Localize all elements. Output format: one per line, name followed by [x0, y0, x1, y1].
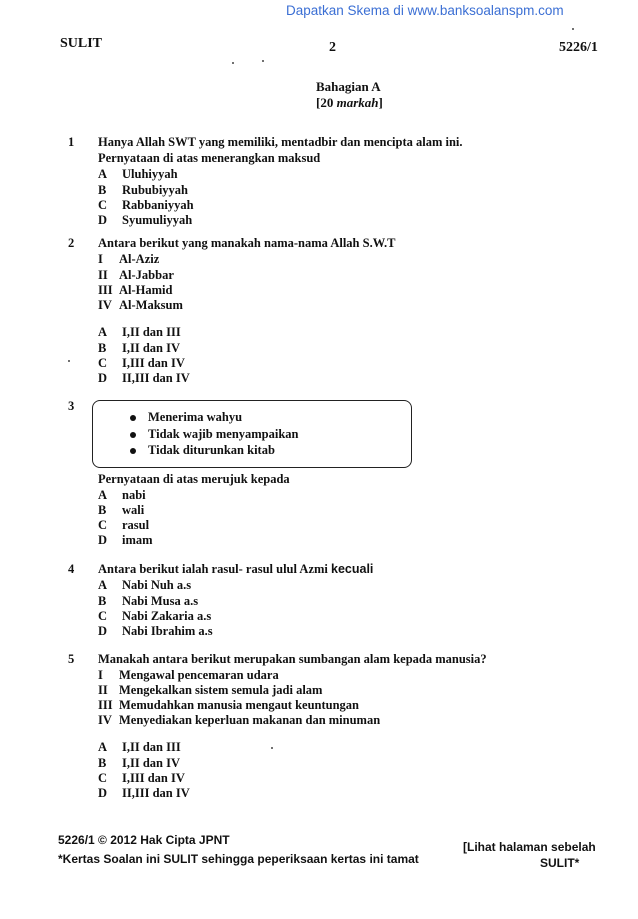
option-text: I,II dan III — [122, 325, 181, 339]
option-text: rasul — [122, 518, 150, 532]
question-stem: Hanya Allah SWT yang memiliki, mentadbir dan mencipta alam ini. — [98, 135, 463, 149]
option-label: A — [98, 740, 108, 754]
bullet-text: Tidak wajib menyampaikan — [148, 427, 299, 441]
answer-option[interactable] — [98, 183, 188, 198]
option-text: I,III dan IV — [122, 771, 185, 785]
option-text: II,III dan IV — [122, 371, 190, 385]
roman-text: Al-Aziz — [119, 252, 160, 266]
answer-option[interactable] — [98, 609, 211, 624]
option-label: C — [98, 518, 108, 532]
option-label: D — [98, 786, 108, 800]
answer-option[interactable] — [98, 503, 144, 518]
option-text: wali — [122, 503, 145, 517]
answer-option[interactable] — [98, 740, 181, 755]
question-stem: Antara berikut yang manakah nama-nama Allah S.W.T — [98, 236, 396, 250]
question-stem: Pernyataan di atas menerangkan maksud — [98, 151, 321, 165]
roman-item — [98, 683, 322, 698]
question-emphasis: kecuali — [331, 562, 374, 576]
roman-item — [98, 698, 359, 713]
option-label: B — [98, 341, 107, 355]
option-label: C — [98, 771, 108, 785]
option-text: Nabi Musa a.s — [122, 594, 199, 608]
option-text: nabi — [122, 488, 146, 502]
section-marks-close: ] — [378, 95, 383, 110]
answer-option[interactable] — [98, 341, 180, 356]
answer-option[interactable] — [98, 578, 191, 593]
option-text: Nabi Ibrahim a.s — [122, 624, 213, 638]
question-number: 2 — [68, 236, 75, 250]
answer-option[interactable] — [98, 624, 213, 639]
option-label: B — [98, 503, 107, 517]
roman-text: Memudahkan manusia mengaut keuntungan — [119, 698, 359, 712]
option-text: II,III dan IV — [122, 786, 190, 800]
question-stem — [98, 562, 373, 577]
option-text: I,II dan IV — [122, 756, 181, 770]
roman-text: Al-Maksum — [119, 298, 183, 312]
answer-option[interactable] — [98, 371, 190, 386]
roman-text: Al-Jabbar — [119, 268, 174, 282]
option-text: imam — [122, 533, 153, 547]
option-label: A — [98, 488, 108, 502]
option-label: C — [98, 609, 108, 623]
statement-bullet — [130, 427, 299, 442]
option-label: A — [98, 578, 108, 592]
option-text: Nabi Nuh a.s — [122, 578, 192, 592]
answer-option[interactable] — [98, 167, 178, 182]
scan-speck — [262, 60, 264, 62]
bullet-text: Menerima wahyu — [148, 410, 243, 424]
answer-option[interactable] — [98, 213, 192, 228]
watermark-text: Dapatkan Skema di www.banksoalanspm.com — [286, 3, 564, 18]
section-title: Bahagian A — [316, 79, 381, 94]
section-marks-word: markah — [336, 95, 379, 110]
bullet-dot-icon — [130, 415, 136, 421]
option-label: A — [98, 167, 108, 181]
question-number: 4 — [68, 562, 75, 576]
option-label: B — [98, 183, 107, 197]
answer-option[interactable] — [98, 488, 146, 503]
footer-notice: *Kertas Soalan ini SULIT sehingga peperiksaan kertas ini tamat — [58, 852, 419, 866]
option-label: D — [98, 533, 108, 547]
scan-speck — [68, 360, 70, 362]
option-text: Rububiyyah — [122, 183, 189, 197]
roman-label: IV — [98, 713, 112, 727]
roman-label: III — [98, 283, 113, 297]
scan-speck — [232, 62, 234, 64]
option-text: Rabbaniyyah — [122, 198, 194, 212]
roman-label: I — [98, 252, 103, 266]
option-label: C — [98, 356, 108, 370]
roman-label: III — [98, 698, 113, 712]
roman-label: I — [98, 668, 103, 682]
question-stem: Manakah antara berikut merupakan sumbangan alam kepada manusia? — [98, 652, 487, 666]
answer-option[interactable] — [98, 786, 190, 801]
section-marks — [316, 95, 383, 111]
roman-text: Menyediakan keperluan makanan dan minuman — [119, 713, 381, 727]
roman-label: II — [98, 268, 108, 282]
roman-item — [98, 252, 159, 267]
option-label: B — [98, 594, 107, 608]
scan-speck — [271, 747, 273, 749]
roman-item — [98, 283, 172, 298]
question-number: 5 — [68, 652, 75, 666]
header-classification: SULIT — [60, 36, 103, 51]
option-label: C — [98, 198, 108, 212]
option-label: D — [98, 371, 108, 385]
answer-option[interactable] — [98, 518, 149, 533]
roman-label: II — [98, 683, 108, 697]
question-stem-text: Antara berikut ialah rasul- rasul ulul Azmi — [98, 562, 332, 576]
question-number: 1 — [68, 135, 75, 149]
option-label: D — [98, 624, 108, 638]
option-text: I,II dan III — [122, 740, 181, 754]
answer-option[interactable] — [98, 771, 185, 786]
roman-item — [98, 668, 279, 683]
paper-code: 5226/1 — [559, 40, 598, 55]
roman-item — [98, 298, 183, 313]
bullet-dot-icon — [130, 448, 136, 454]
option-text: I,II dan IV — [122, 341, 181, 355]
page-number: 2 — [329, 40, 336, 55]
question-stem: Pernyataan di atas merujuk kepada — [98, 472, 290, 486]
bullet-dot-icon — [130, 432, 136, 438]
roman-label: IV — [98, 298, 112, 312]
answer-option[interactable] — [98, 325, 181, 340]
answer-option[interactable] — [98, 533, 153, 548]
bullet-text: Tidak diturunkan kitab — [148, 443, 275, 457]
footer-next-page: [Lihat halaman sebelah — [463, 840, 596, 854]
option-text: Nabi Zakaria a.s — [122, 609, 212, 623]
answer-option[interactable] — [98, 756, 180, 771]
option-text: Syumuliyyah — [122, 213, 193, 227]
footer-sulit: SULIT* — [540, 856, 580, 870]
roman-text: Mengekalkan sistem semula jadi alam — [119, 683, 323, 697]
option-label: D — [98, 213, 108, 227]
statement-bullet — [130, 410, 242, 425]
answer-option[interactable] — [98, 594, 198, 609]
roman-item — [98, 713, 380, 728]
roman-item — [98, 268, 174, 283]
option-label: A — [98, 325, 108, 339]
answer-option[interactable] — [98, 198, 194, 213]
option-text: I,III dan IV — [122, 356, 185, 370]
footer-copyright: 5226/1 © 2012 Hak Cipta JPNT — [58, 833, 230, 847]
option-label: B — [98, 756, 107, 770]
question-number: 3 — [68, 399, 75, 413]
option-text: Uluhiyyah — [122, 167, 178, 181]
scan-speck — [572, 28, 574, 30]
statement-bullet — [130, 443, 275, 458]
roman-text: Al-Hamid — [119, 283, 173, 297]
answer-option[interactable] — [98, 356, 185, 371]
roman-text: Mengawal pencemaran udara — [119, 668, 279, 682]
section-marks-open: [20 — [316, 95, 337, 110]
